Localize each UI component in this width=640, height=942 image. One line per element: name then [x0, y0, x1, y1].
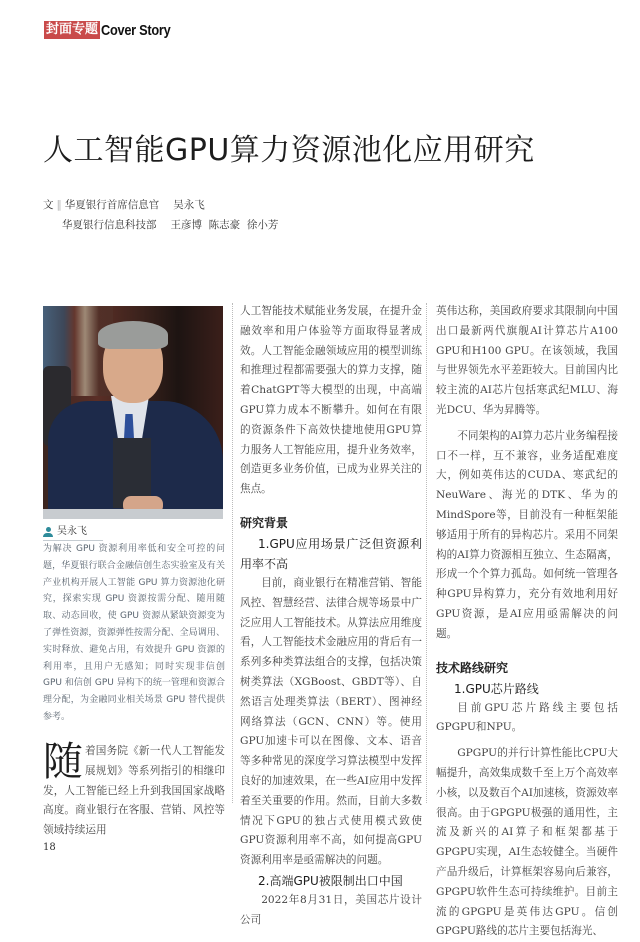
subheading-gpu-usage: 1.GPU应用场景广泛但资源利用率不高 — [240, 536, 422, 571]
col2-paragraph-3: 2022年8月31日，美国芯片设计公司 — [240, 893, 422, 926]
heading-tech-route: 技术路线研究 — [436, 660, 509, 675]
column-2 — [240, 302, 422, 931]
article-title: 人工智能GPU算力资源池化应用研究 — [43, 133, 535, 168]
byline-authors-2: 王彦博 陈志豪 徐小芳 — [170, 219, 279, 231]
section-tag — [44, 20, 183, 40]
heading-research-background: 研究背景 — [240, 515, 289, 530]
intro-text: 着国务院《新一代人工智能发展规划》等系列指引的相继印发，人工智能已经上升到我国国家战略高度。商业银行在客服、营销、风控等领域持续运用 — [43, 745, 225, 837]
byline-row-2 — [43, 215, 278, 235]
col2-paragraph-2: 目前，商业银行在精准营销、智能风控、智慧经营、法律合规等场景中广泛应用人工智能技术。从算法应用维度看，人工智能技术金融应用的背后有一系列多种类算法组合的支撑，包括决策树类算法（XGBoost、GBDT等）、自然语言处理类算法（BERT）、图神经网络算法（GCN、CNN）等。使用GPU加速卡可以在图像、文本、语音等多种常见的深度学习算法模型中发挥良好的加速效果，在一些AI应用中发挥着至关重要的作用。然而，目前大多数情况下GPU的独占式使用模式致使GPU资源利用率不高，如何提高GPU资源利用率是亟需解决的问题。 — [240, 576, 422, 867]
byline-org-1: 华夏银行首席信息官 — [64, 199, 160, 211]
byline-author-1: 吴永飞 — [173, 199, 205, 211]
person-icon — [43, 527, 53, 537]
author-photo — [43, 306, 223, 519]
caption-name-row — [43, 524, 103, 541]
col3-paragraph-4: GPGPU的并行计算性能比CPU大幅提升，高效集成数千至上万个高效率小核，以及数百个AI加速核，资源效率很高。由于GPGPU极强的通用性，主流及新兴的AI算子和框架都基于GPGPU实现，AI生态较健全。当硬件产品升级后，计算框架容易向后兼容，GPGPU软件生态可持续维护。目前主流的GPGPU是英伟达GPU。信创GPGPU路线的芯片主要包括海光、 — [436, 747, 618, 938]
byline-row-1 — [43, 195, 278, 215]
byline-label: 文 — [43, 199, 54, 211]
byline-separator: ‖ — [56, 199, 62, 211]
photo-caption — [43, 524, 225, 726]
col3-paragraph-3: 目前GPU芯片路线主要包括GPGPU和NPU。 — [436, 701, 618, 734]
column-3 — [436, 302, 618, 942]
intro-paragraph — [43, 739, 225, 841]
section-tag-en: Cover Story — [101, 21, 171, 39]
subheading-gpu-export: 2.高端GPU被限制出口中国 — [258, 873, 403, 888]
byline — [43, 195, 278, 235]
col2-paragraph-1: 人工智能技术赋能业务发展，在提升金融效率和用户体验等方面取得显著成效。人工智能金融领域应用的模型训练和推理过程都需要强大的算力支撑，随着ChatGPT等大模型的出现，中高端GPU算力成本不断攀升。如何在有限的资源条件下高效快捷地使用GPU算力服务人工智能应用，提升业务效率，创造更多业务价值，已成为业界关注的焦点。 — [240, 305, 422, 496]
byline-org-2: 华夏银行信息科技部 — [62, 219, 157, 231]
section-tag-cn: 封面专题 — [46, 22, 99, 37]
column-divider-2 — [426, 303, 427, 803]
column-divider-1 — [232, 303, 233, 803]
col3-paragraph-1: 英伟达称，美国政府要求其限制向中国出口最新两代旗舰AI计算芯片A100 GPU和H100 GPU。在该领域，我国与世界领先水平差距较大。目前国内比较主流的AI芯片包括寒武纪MLU、海光DCU、华为昇腾等。 — [436, 305, 618, 416]
caption-name: 吴永飞 — [57, 525, 87, 537]
page-number: 18 — [43, 842, 56, 853]
caption-text: 为解决 GPU 资源利用率低和安全可控的问题，华夏银行联合金融信创生态实验室及有关产业机构开展人工智能 GPU 算力资源池化研究，探索实现 GPU 资源按需分配、随用随取、动态回收，使 GPU 资源从紧缺资源变为了弹性资源，资源弹性按需分配、全局调用、实时释放、避免占用，有效提升 GPU 资源的利用率，且用户无感知；同时实现非信创 GPU 和信创 GPU 异构下的统一管理和资源合理分配，为金融同业相关场景 GPU 替代提供参考。 — [43, 544, 225, 722]
subheading-gpu-chip-route: 1.GPU芯片路线 — [454, 681, 539, 696]
col3-paragraph-2: 不同架构的AI算力芯片业务编程接口不一样，互不兼容，业务适配难度大，例如英伟达的CUDA、寒武纪的NeuWare、海光的DTK、华为的MindSpore等，目前没有一种框架能够适用于所有的异构芯片。采用不同架构的AI算力资源相互独立、生态隔离，形成一个个算力孤岛。如何统一管理各种GPU异构算力，充分有效地利用好GPU资源，是AI应用亟需解决的问题。 — [436, 429, 618, 640]
drop-cap: 随 — [43, 739, 83, 785]
